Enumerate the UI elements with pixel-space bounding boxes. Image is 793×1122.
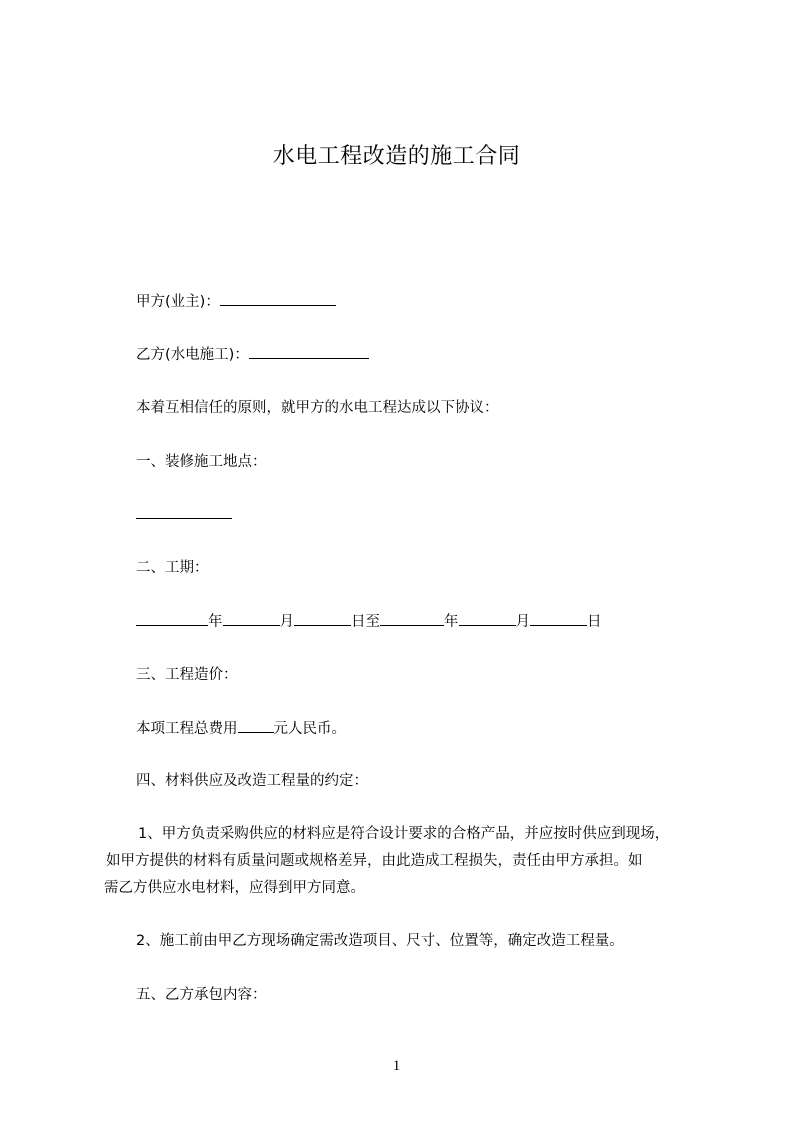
date-range-line <box>136 611 602 632</box>
end-day-blank <box>530 611 587 626</box>
clause2: 2、施工前由甲乙方现场确定需改造项目、尺寸、位置等，确定改造工程量。 <box>136 933 624 949</box>
start-month-label: 月 <box>279 614 294 630</box>
start-day-blank <box>294 611 351 626</box>
start-month-blank <box>223 611 280 626</box>
party-b-label: 乙方(水电施工)： <box>136 347 249 363</box>
end-month-blank <box>459 611 516 626</box>
page-number: 1 <box>392 1058 401 1074</box>
section3-heading: 三、工程造价： <box>136 667 238 683</box>
end-month-label: 月 <box>515 614 530 630</box>
cost-line <box>136 718 346 739</box>
section1-heading: 一、装修施工地点： <box>136 454 267 470</box>
section2-heading: 二、工期： <box>136 560 209 576</box>
site-address-line <box>136 504 232 525</box>
site-address-blank <box>136 504 232 519</box>
end-day-label: 日 <box>587 614 602 630</box>
party-a-line <box>136 291 336 312</box>
document-title: 水电工程改造的施工合同 <box>272 144 521 169</box>
cost-blank <box>238 718 274 733</box>
end-year-blank <box>380 611 444 626</box>
party-a-label: 甲方(业主)： <box>136 294 220 310</box>
party-a-blank <box>220 291 336 306</box>
start-year-blank <box>136 611 208 626</box>
clause1-line1: 1、甲方负责采购供应的材料应是符合设计要求的合格产品，并应按时供应到现场， <box>138 826 670 842</box>
start-day-to-label: 日至 <box>351 614 380 630</box>
clause1-line2: 如甲方提供的材料有质量问题或规格差异，由此造成工程损失，责任由甲方承担。如 <box>106 853 643 869</box>
clause1-line3: 需乙方供应水电材料，应得到甲方同意。 <box>104 880 365 896</box>
section5-heading: 五、乙方承包内容： <box>136 987 267 1003</box>
section4-heading: 四、材料供应及改造工程量的约定： <box>136 773 368 789</box>
cost-prefix: 本项工程总费用 <box>136 721 238 737</box>
party-b-blank <box>249 344 369 359</box>
intro-paragraph: 本着互相信任的原则，就甲方的水电工程达成以下协议： <box>136 400 499 416</box>
party-b-line <box>136 344 369 365</box>
start-year-label: 年 <box>208 614 223 630</box>
end-year-label: 年 <box>444 614 459 630</box>
cost-suffix: 元人民币。 <box>273 721 346 737</box>
